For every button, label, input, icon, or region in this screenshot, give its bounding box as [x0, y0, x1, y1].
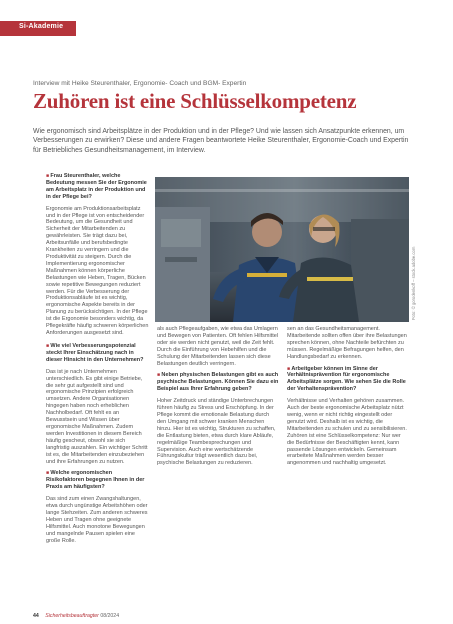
answer-paragraph: Ergonomie am Produktionsarbeitsplatz und in der Pflege ist von entscheidender Bedeutung, um die Gesundheit und Sicherheit der Mitarbeitenden zu gewährleisten. Sie trägt dazu bei, Arbeitsunfälle und berufsbedingte Krankheiten zu verringern und die Produktivität zu steigern. Durch die Implementierung ergonomischer Maßnahmen können körperliche Belastungen wie Heben, Tragen, Bücken sowie repetitive Bewegungen reduziert werden. Für die Verbesserung der Produktionsabläufe ist es wichtig, ergonomische Aspekte bereits in der Planung zu berücksichtigen. In der Pflege ist die Ergonomie besonders wichtig, da Pflegekräfte häufig schweren körperlichen Anforderungen ausgesetzt sind. — [46, 205, 149, 336]
question-paragraph: ■ Welche ergonomischen Risikofaktoren begegnen Ihnen in der Praxis am häufigsten? — [46, 470, 149, 491]
column-3 — [287, 326, 409, 472]
column-1-top — [46, 173, 149, 338]
page-number: 44 — [33, 613, 39, 619]
issue: 08/2024 — [100, 613, 120, 619]
answer-paragraph: Das ist je nach Unternehmen unterschiedlich. Es gibt einige Betriebe, die sehr gut aufgestellt sind und ergonomische Prinzipien erfolgreich umsetzen. Andere Organisationen hingegen haben noch erheblichen Nachholbedarf. Oft fehlt es an Bewusstsein und Wissen über ergonomische Maßnahmen. Zudem werden Investitionen in diesem Bereich häufig gescheut, obwohl sie sich langfristig auszahlen. Ein wichtiger Schritt ist es, die Mitarbeitenden einzubeziehen und ihre Erfahrungen zu nutzen. — [46, 368, 148, 465]
answer-paragraph: Hoher Zeitdruck und ständige Unterbrechungen führen häufig zu Stress und Erschöpfung. In der Pflege kommt die emotionale Belastung durch den Umgang mit schwer kranken Menschen hinzu. Hier ist es wichtig, Strukturen zu schaffen, die Entlastung bieten, etwa durch klare Abläufe, regelmäßige Teambesprechungen und Supervision. Auch eine wertschätzende Führungskultur trägt wesentlich dazu bei, psychische Belastungen zu reduzieren. — [157, 398, 276, 467]
magazine-name: Sicherheitsbeauftragter — [45, 613, 99, 619]
question-paragraph: ■ Arbeitgeber können im Sinne der Verhältnisprävention für ergonomische Arbeitsplätze sorgen. Wie sehen Sie die Rolle der Verhaltensprävention? — [287, 366, 409, 394]
section-tab-label: Si-Akademie — [19, 23, 64, 30]
answer-paragraph: sen an das Gesundheitsmanagement. Mitarbeitende sollten offen über ihre Belastungen sprechen können, ohne Nachteile befürchten zu müssen. Regelmäßige Befragungen helfen, den Handlungsbedarf zu erkennen. — [287, 326, 407, 360]
answer-paragraph: Das sind zum einen Zwangshaltungen, etwa durch ungünstige Arbeitshöhen oder lange Stehzeiten. Zum anderen schweres Heben und Tragen ohne geeignete Hilfsmittel. Auch monotone Bewegungen und mangelnde Pausen spielen eine große Rolle. — [46, 496, 148, 544]
answer-paragraph: als auch Pflegeaufgaben, wie etwa das Umlagern und Bewegen von Patienten. Oft fehlen Hilfsmittel oder sie werden nicht genutzt, weil die Zeit fehlt. Durch die Einführung von Hebehilfen und die Schulung der Mitarbeitenden lassen sich diese Belastungen deutlich verringern. — [157, 326, 279, 367]
lead-paragraph: Wie ergonomisch sind Arbeitsplätze in der Produktion und in der Pflege? Und wie lassen sich Ansatzpunkte erkennen, um Verbesserungen zu erwirken? Diese und andere Fragen beantwortete Heike Steurenthaler, Ergonomie-Coach und Expertin für Betriebliches Gesundheitsmanagement, im Interview. — [33, 128, 409, 154]
kicker: Interview mit Heike Steurenthaler, Ergonomie- Coach und BGM- Expertin — [33, 80, 247, 87]
section-tab — [0, 21, 76, 36]
column-2 — [157, 326, 279, 472]
headline: Zuhören ist eine Schlüsselkompetenz — [33, 89, 357, 113]
column-1-bottom — [46, 343, 149, 549]
question-paragraph: ■ Neben physischen Belastungen gibt es auch psychische Belastungen. Können Sie dazu ein Beispiel aus Ihrer Erfahrung geben? — [157, 372, 279, 393]
answer-paragraph: Verhältnisse und Verhalten gehören zusammen. Auch der beste ergonomische Arbeitsplatz nützt wenig, wenn er nicht richtig eingestellt oder genutzt wird. Deshalb ist es wichtig, die Mitarbeitenden zu schulen und zu sensibilisieren. Zuhören ist eine Schlüsselkompetenz: Nur wer die Bedürfnisse der Beschäftigten kennt, kann passende Lösungen entwickeln. Gemeinsam erarbeitete Maßnahmen werden besser angenommen und nachhaltig umgesetzt. — [287, 398, 407, 467]
page-footer — [33, 613, 119, 619]
question-paragraph: ■ Wie viel Verbesserungspotenzial steckt Ihrer Einschätzung nach in dieser Hinsicht in den Unternehmen? — [46, 343, 149, 364]
photo-credit: Foto: © gorodenkoff – stock.adobe.com — [411, 246, 416, 320]
workplace-photo — [155, 177, 409, 322]
question-paragraph: ■ Frau Steurenthaler, welche Bedeutung messen Sie der Ergonomie am Arbeitsplatz in der Produktion und in der Pflege bei? — [46, 173, 149, 201]
